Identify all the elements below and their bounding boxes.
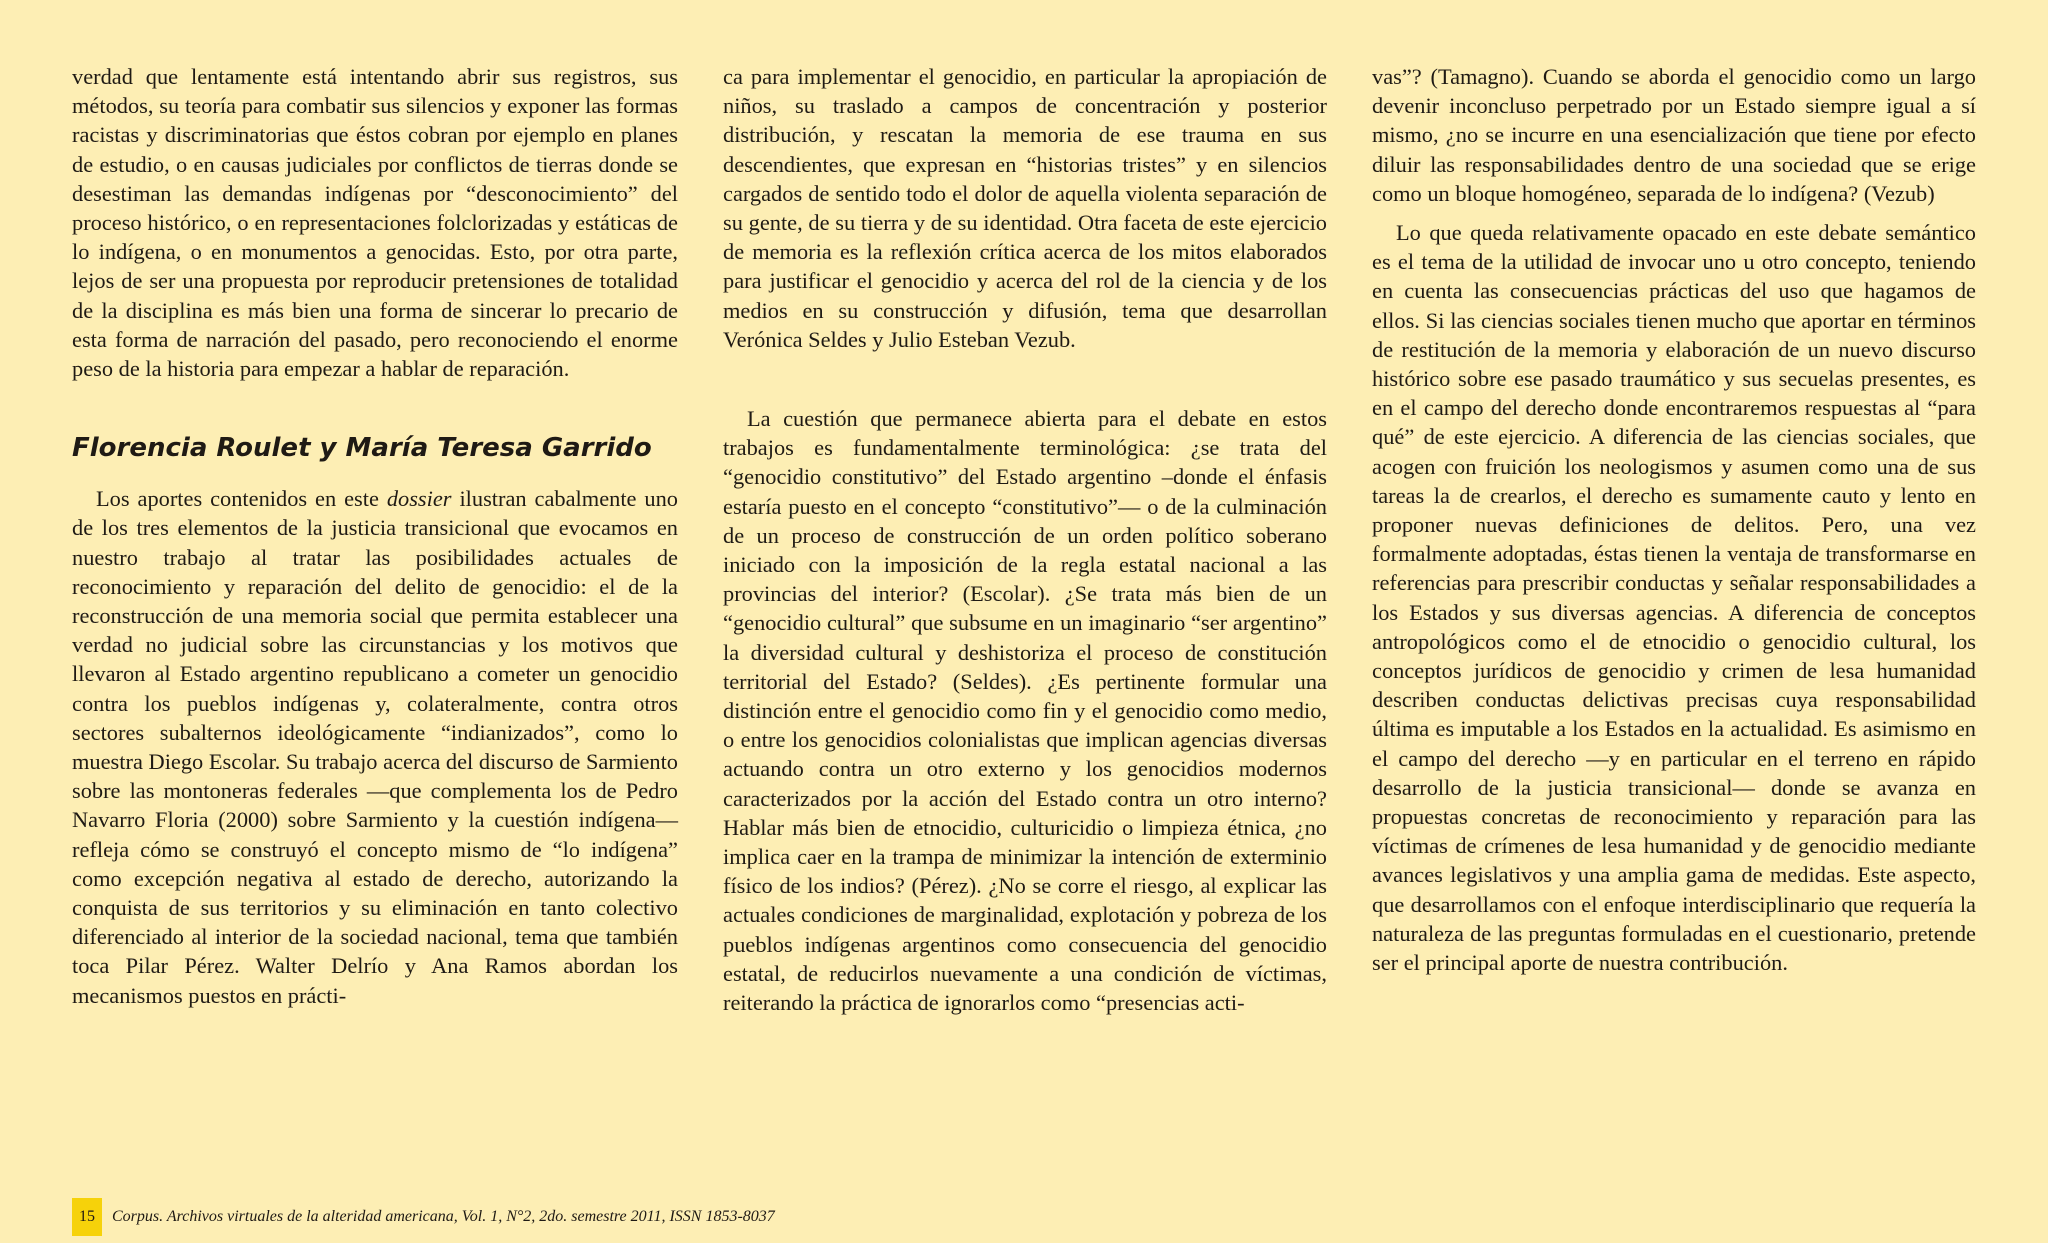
section-heading: Florencia Roulet y María Teresa Garrido <box>72 433 652 464</box>
paragraph-2: Lo que queda relativamente opacado en este debate semántico es el tema de la utilidad de invocar uno u otro concepto, teniendo en cuenta las consecuencias prácticas del uso que hagamos de ellos. Si las ciencias sociales tienen mucho que aportar en términos de restitución de la memoria y elaboración de un nuevo discurso histórico sobre ese pasado traumático y sus secuelas presentes, es en el campo del derecho donde encontraremos respuestas al “para qué” de este ejercicio. A diferencia de las ciencias sociales, que acogen con fruición los neologismos y asumen como una de sus tareas la de crearlos, el derecho es sumamente cauto y lento en proponer nuevas definiciones de delitos. Pero, una vez formalmente adoptadas, éstas tienen la ventaja de transformarse en referencias para prescribir conductas y señalar responsabilidades a los Estados y sus diversas agencias. A diferencia de conceptos antropológicos como el de etnocidio o genocidio cultural, los conceptos jurídicos de genocidio y crimen de lesa humanidad describen conductas delictivas precisas cuya responsabilidad última es imputable a los Estados en la actualidad. Es asimismo en el campo del derecho —y en particular en el terreno en rápido desarrollo de la justicia transicional— donde se avanza en propuestas concretas de reconocimiento y reparación para las víctimas de crímenes de lesa humanidad y de genocidio mediante avances legislativos y una amplia gama de medidas. Este aspecto, que desarrollamos con el enfoque interdisciplinario que requería la naturaleza de las preguntas formuladas en el cuestionario, pretende ser el principal aporte de nuestra contribución. <box>1372 220 1976 976</box>
paragraph-2-start: Los aportes contenidos en este <box>96 486 387 512</box>
paragraph-2 <box>72 484 678 1010</box>
emphasis-dossier: dossier <box>386 486 452 512</box>
page-number: 15 <box>72 1198 102 1236</box>
column-left <box>72 62 678 1010</box>
paragraph-1: vas”? (Tamagno). Cuando se aborda el genocidio como un largo devenir inconcluso perpetrado por un Estado siempre igual a sí mismo, ¿no se incurre en una esencialización que tiene por efecto diluir las responsabilidades dentro de una sociedad que se erige como un bloque homogéneo, separada de lo indígena? (Vezub) <box>1372 64 1976 206</box>
paragraph-1: ca para implementar el genocidio, en particular la apropiación de niños, su traslado a campos de concentración y posterior distribución, y rescatan la memoria de ese trauma en sus descendientes, que expresan en “historias tristes” y en silencios cargados de sentido todo el dolor de aquella violenta separación de su gente, de su tierra y de su identidad. Otra faceta de este ejercicio de memoria es la reflexión crítica acerca de los mitos elaborados para justificar el genocidio y acerca del rol de la ciencia y de los medios en su construcción y difusión, tema que desarrollan Verónica Seldes y Julio Esteban Vezub. <box>723 64 1327 352</box>
paragraph-2: La cuestión que permanece abierta para el debate en estos trabajos es fundamentalmente terminológica: ¿se trata del “genocidio constitutivo” del Estado argentino –donde el énfasis estaría puesto en el concepto “constitutivo”— o de la culminación de un proceso de construcción de un orden político soberano iniciado con la imposición de la regla estatal nacional a las provincias del interior? (Escolar). ¿Se trata más bien de un “genocidio cultural” que subsume en un imaginario “ser argentino” la diversidad cultural y deshistoriza el proceso de constitución territorial del Estado? (Seldes). ¿Es pertinente formular una distinción entre el genocidio como fin y el genocidio como medio, o entre los genocidios colonialistas que implican agencias diversas actuando contra un otro externo y los genocidios modernos caracterizados por la acción del Estado contra un otro interno? Hablar más bien de etnocidio, culturicidio o limpieza étnica, ¿no implica caer en la trampa de minimizar la intención de exterminio físico de los indios? (Pérez). ¿No se corre el riesgo, al explicar las actuales condiciones de marginalidad, explotación y pobreza de los pueblos indígenas argentinos como consecuencia del genocidio estatal, de reducirlos nuevamente a una condición de víctimas, reiterando la práctica de ignorarlos como “presencias acti- <box>723 406 1327 1016</box>
spacer <box>72 383 678 433</box>
column-middle <box>723 62 1327 1017</box>
paragraph-1: verdad que lentamente está intentando abrir sus registros, sus métodos, su teoría para combatir sus silencios y exponer las formas racistas y discriminatorias que éstos cobran por ejemplo en planes de estudio, o en causas judiciales por conflictos de tierras donde se desestiman las demandas indígenas por “desconocimiento” del proceso histórico, o en representaciones folclorizadas y estáticas de lo indígena, o en monumentos a genocidas. Esto, por otra parte, lejos de ser una propuesta por reproducir pretensiones de totalidad de la disciplina es más bien una forma de sincerar lo precario de esta forma de narración del pasado, pero reconociendo el enorme peso de la historia para empezar a hablar de reparación. <box>72 64 678 382</box>
spacer <box>72 463 678 484</box>
spacer <box>1372 208 1976 218</box>
journal-citation: Corpus. Archivos virtuales de la alteridad americana, Vol. 1, N°2, 2do. semestre 2011, ISSN 1853-8037 <box>112 1208 775 1225</box>
paragraph-2-rest: ilustran cabalmente uno de los tres elementos de la justicia transicional que evocamos en nuestro trabajo al tratar las posibilidades actuales de reconocimiento y reparación del delito de genocidio: el de la reconstrucción de una memoria social que permita establecer una verdad no judicial sobre las circunstancias y los motivos que llevaron al Estado argentino republicano a cometer un genocidio contra los pueblos indígenas y, colateralmente, contra otros sectores subalternos ideológicamente “indianizados”, como lo muestra Diego Escolar. Su trabajo acerca del discurso de Sarmiento sobre las montoneras federales —que complementa los de Pedro Navarro Floria (2000) sobre Sarmiento y la cuestión indígena— refleja cómo se construyó el concepto mismo de “lo indígena” como excepción negativa al estado de derecho, autorizando la conquista de sus territorios y su eliminación en tanto colectivo diferenciado al interior de la sociedad nacional, tema que también toca Pilar Pérez. Walter Delrío y Ana Ramos abordan los mecanismos puestos en prácti- <box>72 486 678 1008</box>
column-right <box>1372 62 1976 977</box>
spacer <box>723 354 1327 404</box>
page-footer <box>72 1198 775 1236</box>
